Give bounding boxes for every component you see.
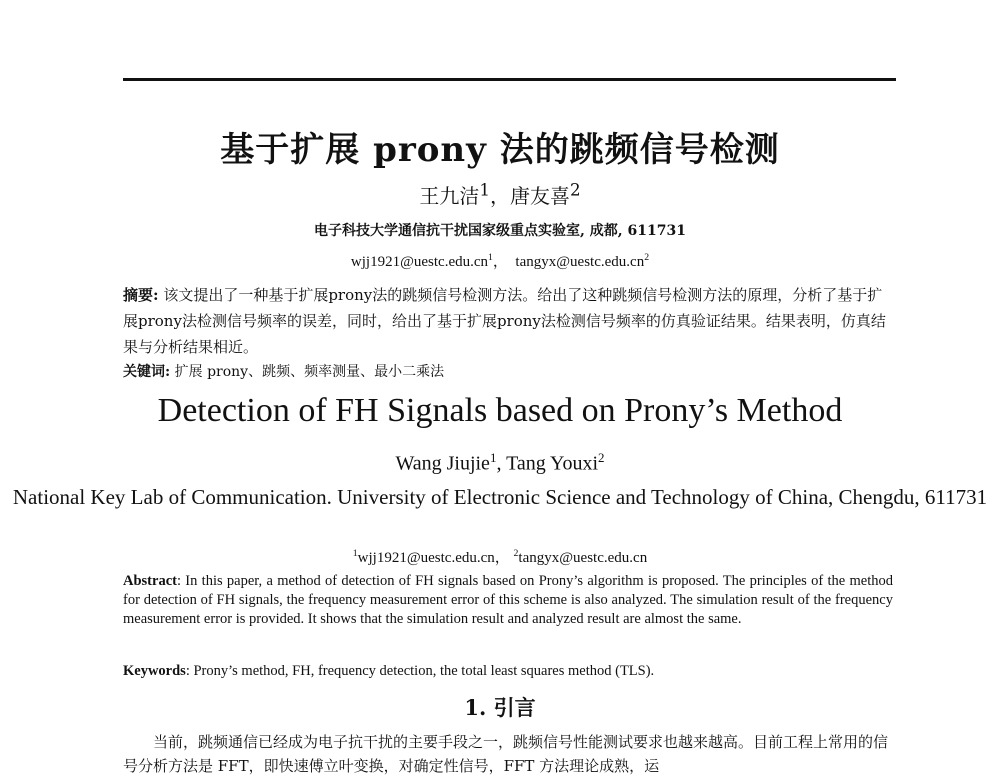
section-heading-intro: 1. 引言	[464, 695, 536, 720]
cn-author-1-sup: 1	[479, 180, 490, 200]
intro-paragraph: 当前，跳频通信已经成为电子抗干扰的主要手段之一，跳频信号性能测试要求也越来越高。目前工程上常用的信号分析方法是 FFT，即快速傅立叶变换，对确定性信号，FFT 方法理论成熟，运	[123, 733, 889, 775]
cn-authors	[0, 180, 1000, 209]
en-author-1-sup: 1	[489, 450, 497, 465]
en-email-1[interactable]: wjj1921@uestc.edu.cn	[357, 550, 495, 566]
cn-abstract	[123, 282, 893, 360]
cn-email-2-sup: 2	[644, 252, 650, 263]
cn-keywords	[123, 362, 893, 382]
cn-keywords-text: 扩展 prony、跳频、频率测量、最小二乘法	[170, 364, 445, 380]
en-email-sep: ，	[494, 550, 510, 566]
cn-keywords-label: 关键词:	[123, 364, 171, 380]
cn-email-sep: ，	[492, 254, 508, 270]
cn-emails	[0, 250, 1000, 271]
en-email-1-sup: 1	[352, 548, 358, 559]
en-author-1: Wang Jiujie	[395, 452, 490, 475]
en-title: Detection of FH Signals based on Prony’s Method	[157, 392, 843, 429]
cn-author-1: 王九洁	[419, 184, 480, 208]
cn-author-2-sup: 2	[570, 180, 581, 200]
header-rule	[123, 78, 896, 81]
en-author-2-sup: 2	[598, 450, 605, 465]
en-abstract-label: Abstract	[123, 573, 177, 589]
en-affiliation: National Key Lab of Communication. University of Electronic Science and Technology of China, Chengdu, 611731	[12, 485, 988, 509]
en-keywords	[123, 663, 893, 680]
cn-author-sep: ，	[490, 184, 510, 208]
cn-author-2: 唐友喜	[510, 184, 570, 208]
en-emails	[0, 546, 1000, 567]
en-authors	[0, 450, 1000, 476]
cn-title: 基于扩展 prony 法的跳频信号检测	[220, 130, 780, 170]
cn-abstract-label: 摘要:	[123, 286, 159, 304]
en-abstract	[123, 572, 893, 629]
en-author-2: Tang Youxi	[506, 452, 599, 475]
en-keywords-text: : Prony’s method, FH, frequency detection, the total least squares method (TLS).	[185, 663, 655, 679]
cn-affiliation: 电子科技大学通信抗干扰国家级重点实验室, 成都, 611731	[314, 223, 686, 239]
en-keywords-label: Keywords	[123, 663, 186, 679]
cn-email-2[interactable]: tangyx@uestc.edu.cn	[515, 254, 645, 270]
cn-email-1[interactable]: wjj1921@uestc.edu.cn	[350, 254, 489, 270]
en-abstract-text: : In this paper, a method of detection of FH signals based on Prony’s algorithm is proposed. The principles of the method for detection of FH signals, the frequency measurement error of this scheme is also analyzed. The simulation result of the frequency measurement error is provided. It shows that the simulation result and analyzed result are almost the same.	[123, 573, 893, 627]
cn-email-1-sup: 1	[488, 252, 493, 263]
cn-abstract-text: 该文提出了一种基于扩展prony法的跳频信号检测方法。给出了这种跳频信号检测方法的原理，分析了基于扩展prony法检测信号频率的误差，同时，给出了基于扩展prony法检测信号频率的仿真验证结果。结果表明，仿真结果与分析结果相近。	[123, 286, 886, 356]
en-email-2[interactable]: tangyx@uestc.edu.cn	[518, 550, 648, 566]
en-email-2-sup: 2	[513, 548, 519, 559]
en-author-sep: ,	[496, 452, 507, 475]
